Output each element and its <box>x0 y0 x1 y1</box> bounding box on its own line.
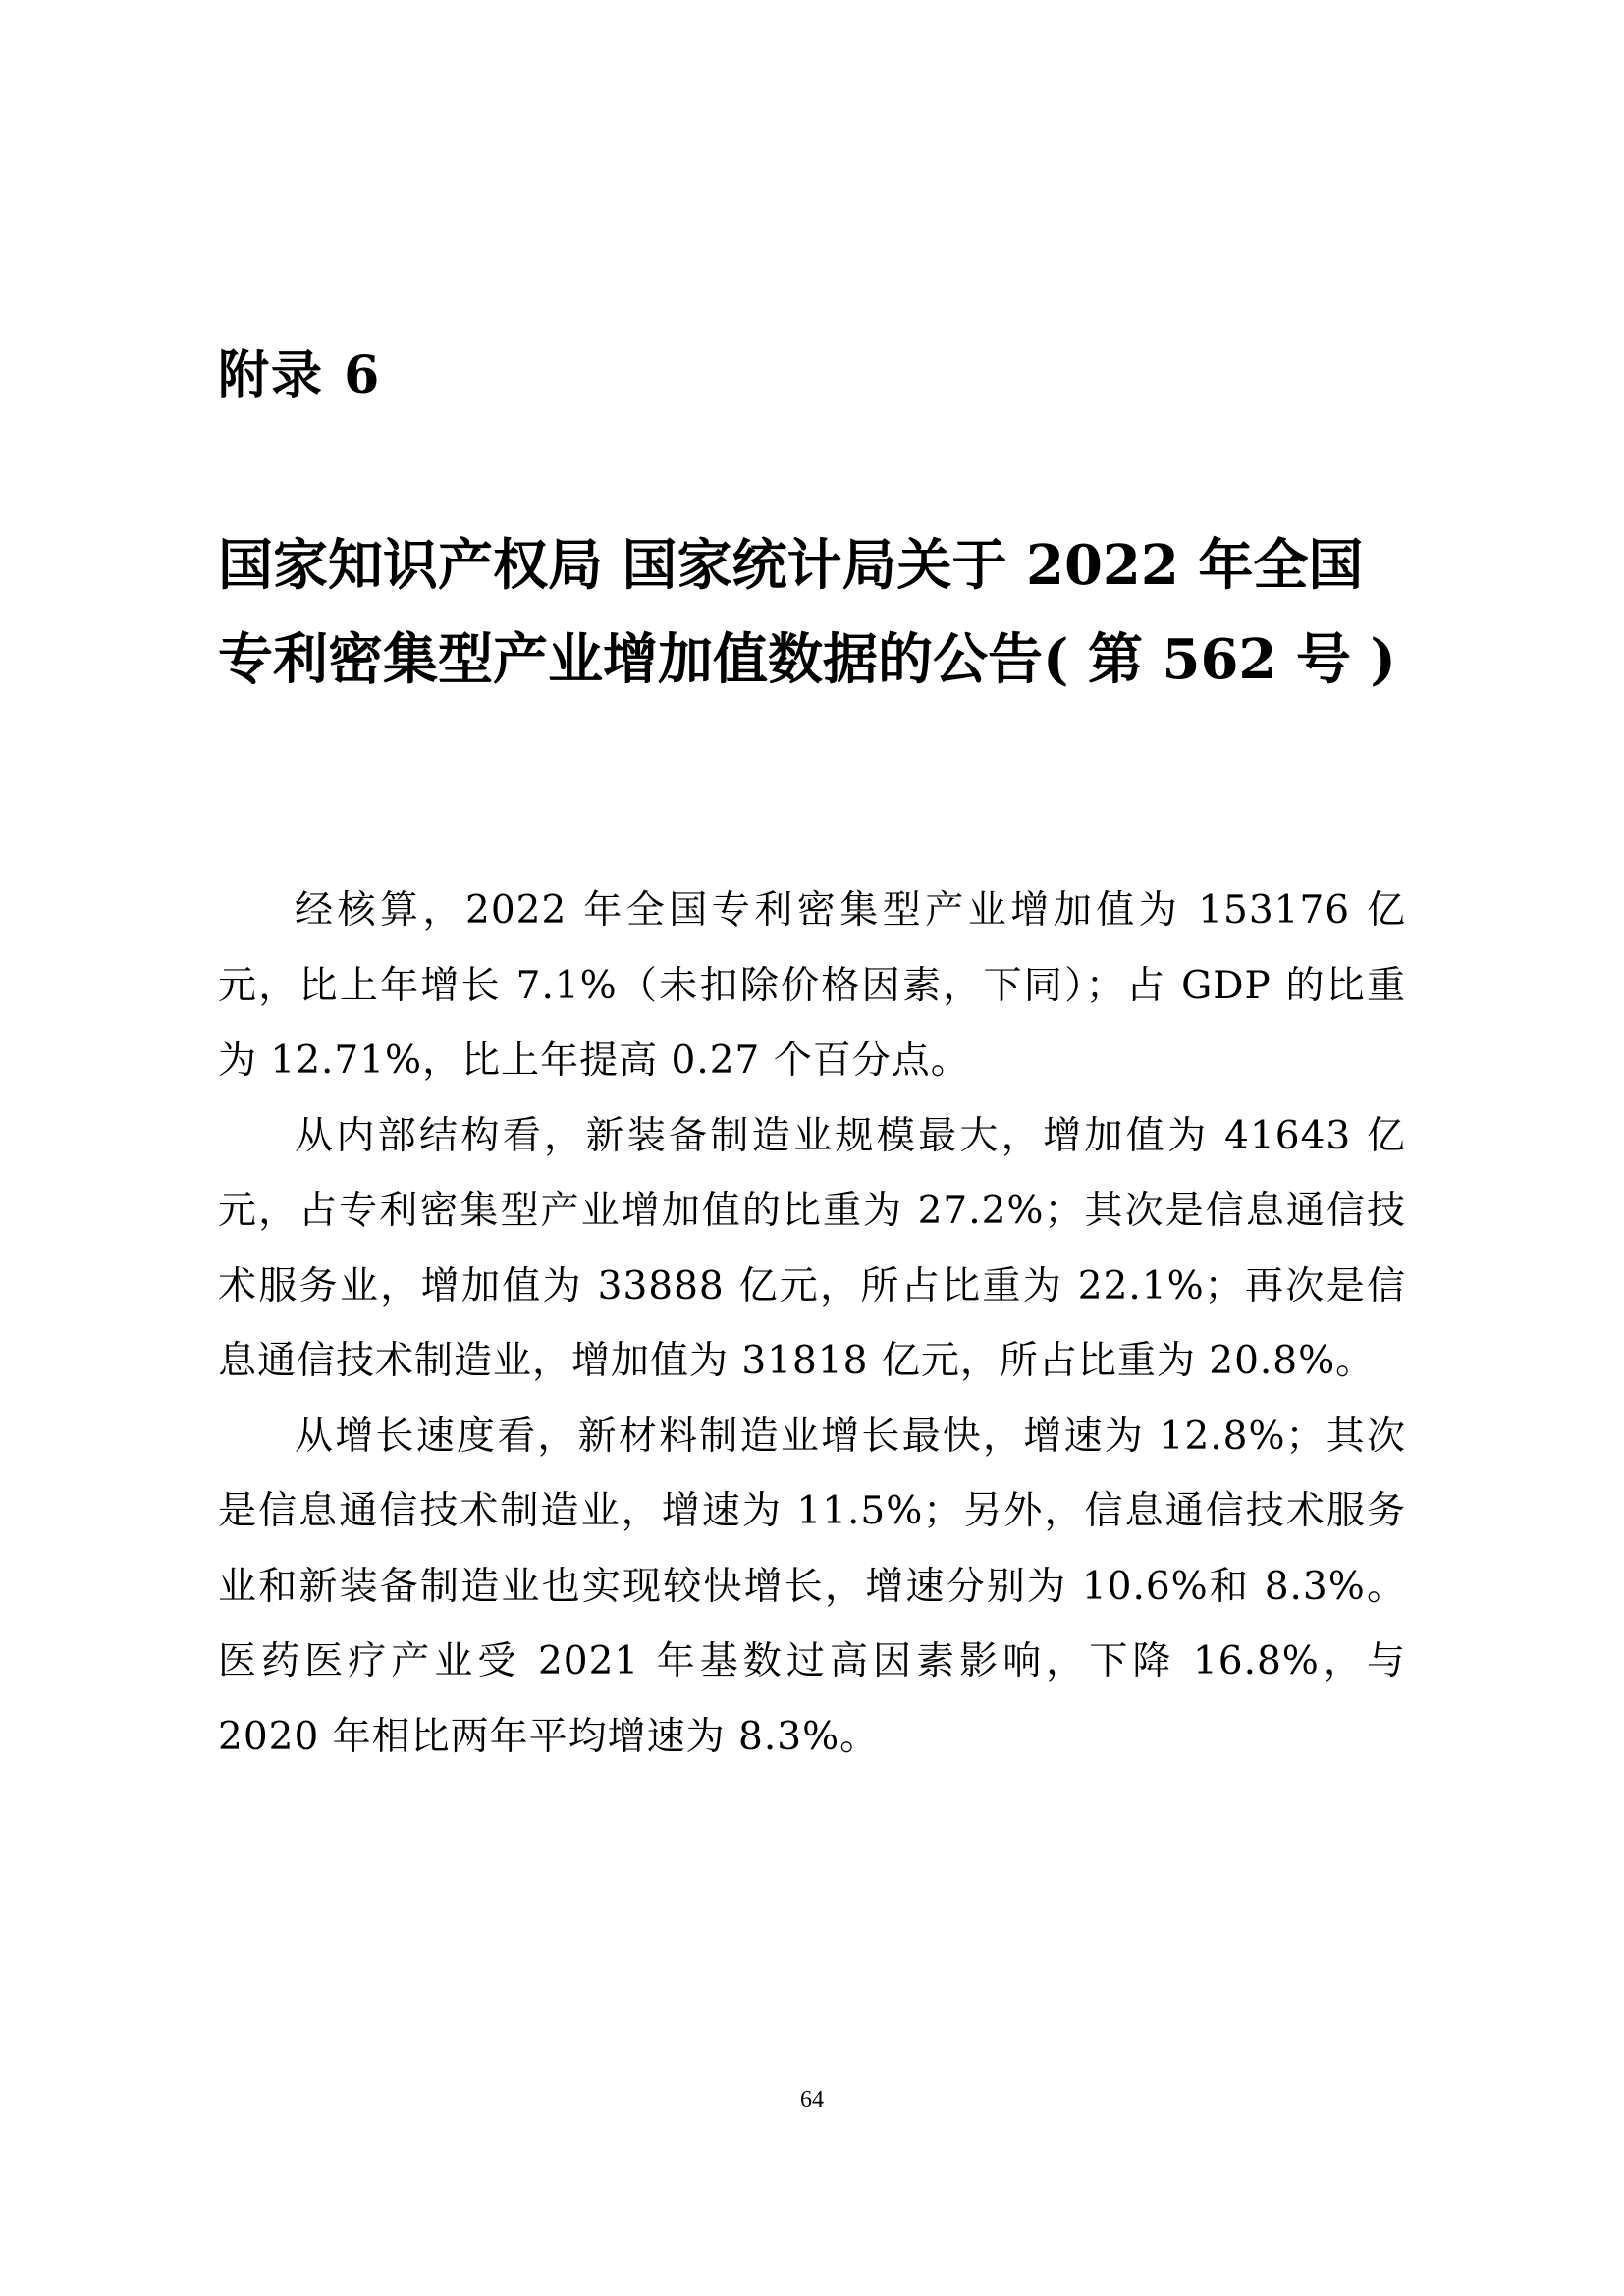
title-line-1: 国家知识产权局 国家统计局关于 2022 年全国 <box>218 533 1364 598</box>
title-line-2: 专利密集型产业增加值数据的公告( 第 562 号 ) <box>218 627 1396 692</box>
document-title <box>218 518 1426 707</box>
paragraph-internal-structure: 从内部结构看，新装备制造业规模最大，增加值为 41643 亿元，占专利密集型产业增加值的比重为 27.2%；其次是信息通信技术服务业，增加值为 33888 亿元，所占比重为 22.1%；再次是信息通信技术制造业，增加值为 31818 亿元，所占比重为 20.8%。 <box>218 1113 1406 1383</box>
appendix-label: 附录 6 <box>218 346 382 405</box>
page-number: 64 <box>800 2087 824 2112</box>
paragraph-overview: 经核算，2022 年全国专利密集型产业增加值为 153176 亿元，比上年增长 7.1%（未扣除价格因素，下同）；占 GDP 的比重为 12.71%，比上年提高 0.27 个百分点。 <box>218 888 1406 1083</box>
body-text <box>218 874 1406 1775</box>
paragraph-growth-rate: 从增长速度看，新材料制造业增长最快，增速为 12.8%；其次是信息通信技术制造业，增速为 11.5%；另外，信息通信技术服务业和新装备制造业也实现较快增长，增速分别为 10.6%和 8.3%。医药医疗产业受 2021 年基数过高因素影响，下降 16.8%，与 2020 年相比两年平均增速为 8.3%。 <box>218 1414 1406 1759</box>
